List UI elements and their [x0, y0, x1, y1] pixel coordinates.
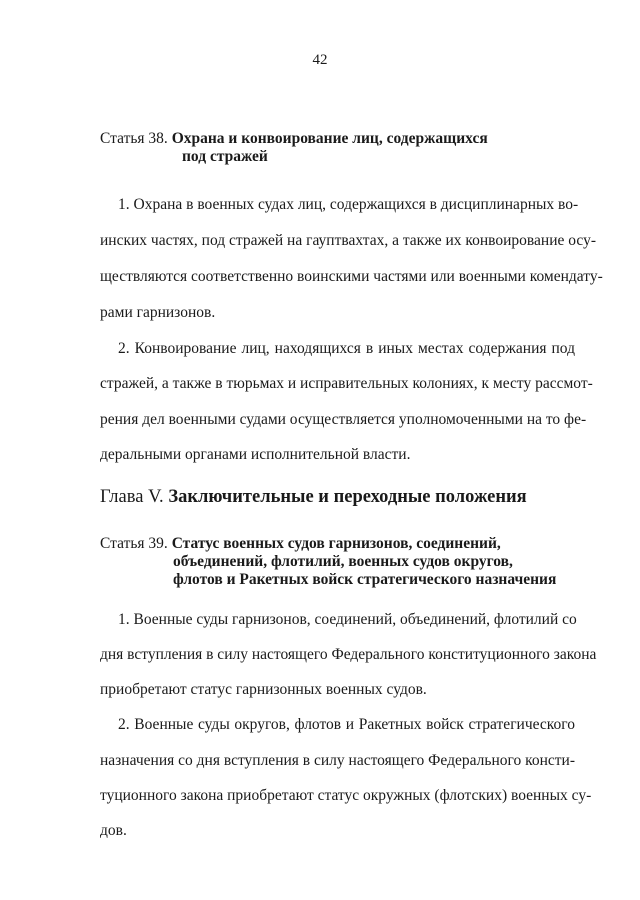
article-39-para1-line1: 1. Военные суды гарнизонов, соединений, объединений, флотилий со [118, 611, 577, 628]
chapter-heading [100, 487, 527, 508]
article-38-para1-line1: 1. Охрана в военных судах лиц, содержащихся в дисциплинарных во- [118, 196, 579, 213]
article-38-para2-line1: 2. Конвоирование лиц, находящихся в иных местах содержания под [118, 340, 575, 357]
article-38-para2-line3: рения дел военными судами осуществляется уполномоченными на то фе- [100, 411, 587, 428]
article-39-para1-line3: приобретают статус гарнизонных военных судов. [100, 681, 427, 698]
article-38-heading [100, 130, 488, 166]
page-number: 42 [312, 52, 328, 68]
article-39-title-line2: объединений, флотилий, военных судов округов, [173, 553, 513, 570]
article-39-label: Статья 39. [100, 535, 168, 552]
article-38-para1-line2: инских частях, под стражей на гауптвахтах, а также их конвоирование осу- [100, 232, 596, 249]
article-39-para2-line3: туционного закона приобретают статус окружных (флотских) военных су- [100, 787, 592, 804]
article-39-title-line3: флотов и Ракетных войск стратегического назначения [173, 571, 557, 588]
article-39-para2-line1: 2. Военные суды округов, флотов и Ракетных войск стратегического [118, 716, 575, 733]
article-39-heading [100, 535, 556, 589]
article-38-para1-line3: ществляются соответственно воинскими частями или военными комендату- [100, 268, 603, 285]
article-39-para2-line4: дов. [100, 822, 127, 839]
chapter-label: Глава V. [100, 487, 164, 507]
article-39-para2-line2: назначения со дня вступления в силу настоящего Федерального консти- [100, 752, 575, 769]
article-39-para1-line2: дня вступления в силу настоящего Федерального конституционного закона [100, 646, 597, 663]
article-39-title-line1: Статус военных судов гарнизонов, соединений, [171, 535, 501, 552]
article-38-title-line2: под стражей [182, 148, 268, 165]
article-38-para2-line2: стражей, а также в тюрьмах и исправительных колониях, к месту рассмот- [100, 375, 593, 392]
article-38-title-line1: Охрана и конвоирование лиц, содержащихся [171, 130, 488, 147]
article-38-label: Статья 38. [100, 130, 168, 147]
article-38-para2-line4: деральными органами исполнительной власти. [100, 446, 411, 463]
article-38-para1-line4: рами гарнизонов. [100, 304, 216, 321]
chapter-title: Заключительные и переходные положения [168, 487, 527, 507]
